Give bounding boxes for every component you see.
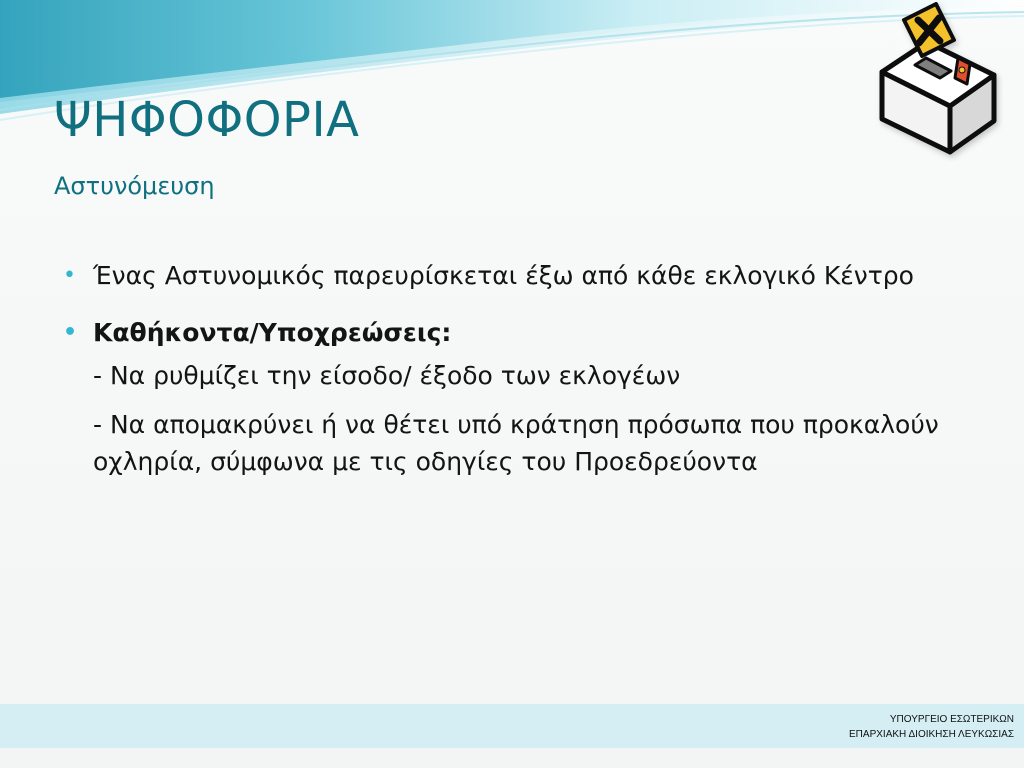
- ballot-box-icon: [854, 2, 1004, 162]
- district-administration: ΕΠΑΡΧΙΑΚΗ ΔΙΟΙΚΗΣΗ ΛΕΥΚΩΣΙΑΣ: [849, 729, 1014, 740]
- duty-item: - Να ρυθμίζει την είσοδο/ έξοδο των εκλογέων: [93, 361, 681, 390]
- bullet-marker-icon: •: [63, 320, 78, 345]
- footer-band: [0, 704, 1024, 748]
- slide-content: [60, 257, 965, 480]
- bullet-marker-icon: •: [63, 263, 76, 288]
- slide-subtitle: Αστυνόμευση: [54, 172, 215, 200]
- bullet-text: Ένας Αστυνομικός παρευρίσκεται έξω από κάθε εκλογικό Κέντρο: [93, 261, 914, 290]
- duty-item: - Να απομακρύνει ή να θέτει υπό κράτηση πρόσωπα που προκαλούν οχληρία, σύμφωνα με τις οδηγίες του Προεδρεύοντα: [93, 410, 939, 476]
- bullet-police-presence: [60, 257, 965, 294]
- bullet-text: Καθήκοντα/Υποχρεώσεις:: [93, 318, 452, 347]
- bullet-duties-heading: [60, 314, 965, 351]
- ministry-name: ΥΠΟΥΡΓΕΙΟ ΕΣΩΤΕΡΙΚΩΝ: [889, 714, 1014, 725]
- footer-text: [849, 712, 1014, 742]
- slide-title: ΨΗΦΟΦΟΡΙΑ: [54, 92, 360, 148]
